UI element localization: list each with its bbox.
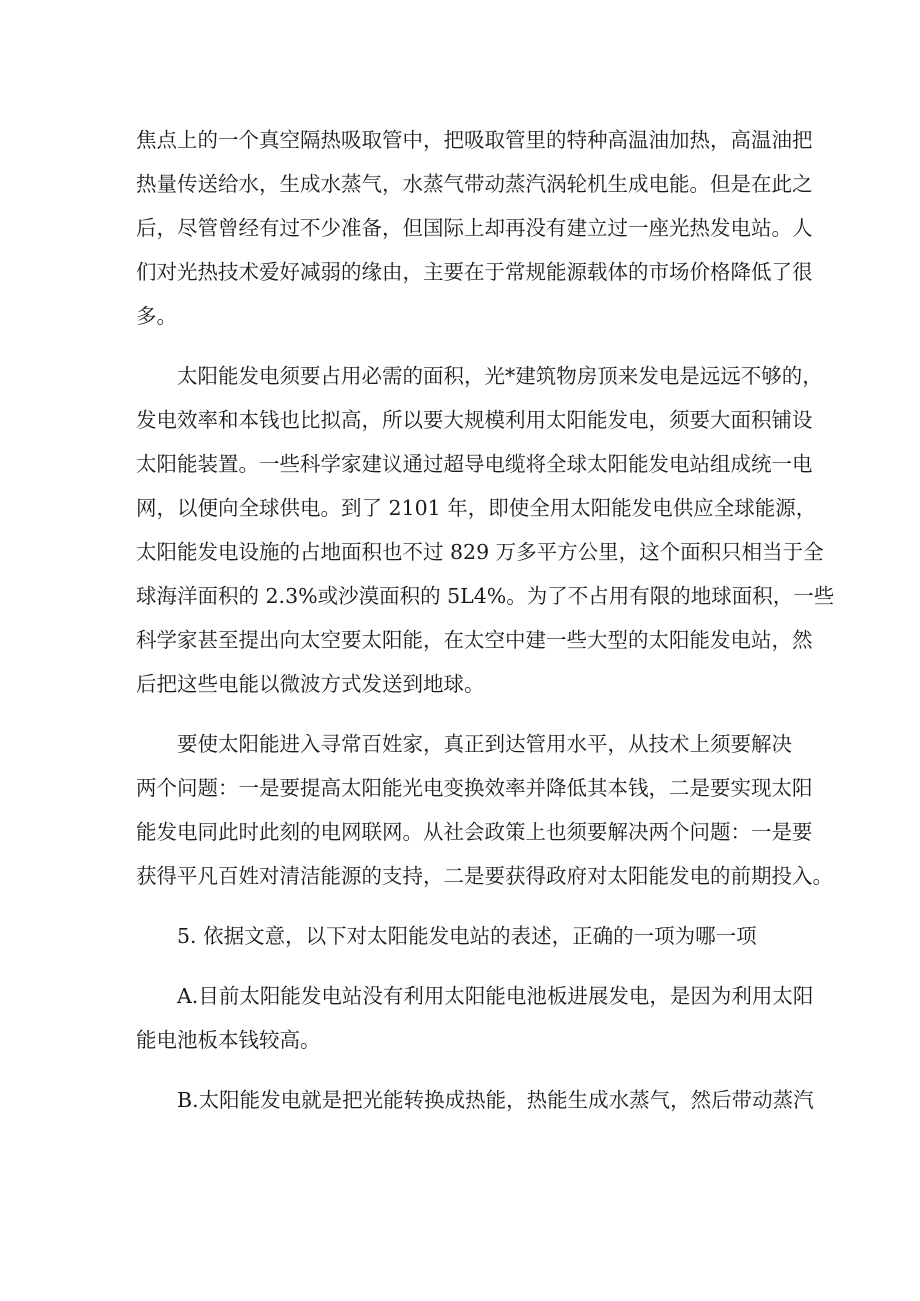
question-text: 5. 依据文意，以下对太阳能发电站的表述，正确的一项为哪一项 <box>177 924 757 948</box>
option-text: A.目前太阳能发电站没有利用太阳能电池板进展发电，是因为利用太阳 <box>177 984 814 1008</box>
document-page <box>136 118 835 1138</box>
text-line: 太阳能装置。一些科学家建议通过超导电缆将全球太阳能发电站组成统一电 <box>136 452 813 476</box>
paragraph-1 <box>136 118 813 338</box>
text-line: 焦点上的一个真空隔热吸取管中，把吸取管里的特种高温油加热，高温油把 <box>136 128 813 152</box>
text-line: 热量传送给水，生成水蒸气，水蒸气带动蒸汽涡轮机生成电能。但是在此之 <box>136 172 813 196</box>
text-line: 太阳能发电设施的占地面积也不过 829 万多平方公里，这个面积只相当于全 <box>136 540 824 564</box>
text-line: 获得平凡百姓对清洁能源的支持，二是要获得政府对太阳能发电的前期投入。 <box>136 864 833 888</box>
option-b <box>136 1078 814 1122</box>
text-line: 网，以便向全球供电。到了 2101 年，即使全用太阳能发电供应全球能源， <box>136 496 817 520</box>
text-line: 太阳能发电须要占用必需的面积，光*建筑物房顶来发电是远远不够的， <box>177 364 823 388</box>
text-line: 科学家甚至提出向太空要太阳能，在太空中建一些大型的太阳能发电站，然 <box>136 628 813 652</box>
text-line: 后，尽管曾经有过不少准备，但国际上却再没有建立过一座光热发电站。人 <box>136 216 813 240</box>
text-line: 要使太阳能进入寻常百姓家，真正到达管用水平，从技术上须要解决 <box>177 732 792 756</box>
option-a <box>136 974 814 1062</box>
text-line: 后把这些电能以微波方式发送到地球。 <box>136 672 485 696</box>
option-text: B.太阳能发电就是把光能转换成热能，热能生成水蒸气，然后带动蒸汽 <box>177 1088 814 1112</box>
option-text: 能电池板本钱较高。 <box>136 1028 321 1052</box>
text-line: 两个问题：一是要提高太阳能光电变换效率并降低其本钱，二是要实现太阳 <box>136 776 813 800</box>
text-line: 能发电同此时此刻的电网联网。从社会政策上也须要解决两个问题：一是要 <box>136 820 813 844</box>
question-5 <box>136 914 788 958</box>
text-line: 球海洋面积的 2.3%或沙漠面积的 5L4%。为了不占用有限的地球面积，一些 <box>136 584 835 608</box>
text-line: 多。 <box>136 304 177 328</box>
text-line: 们对光热技术爱好减弱的缘由，主要在于常规能源载体的市场价格降低了很 <box>136 260 813 284</box>
text-line: 发电效率和本钱也比拟高，所以要大规模利用太阳能发电，须要大面积铺设 <box>136 408 813 432</box>
paragraph-2 <box>136 354 835 706</box>
paragraph-3 <box>136 722 833 898</box>
